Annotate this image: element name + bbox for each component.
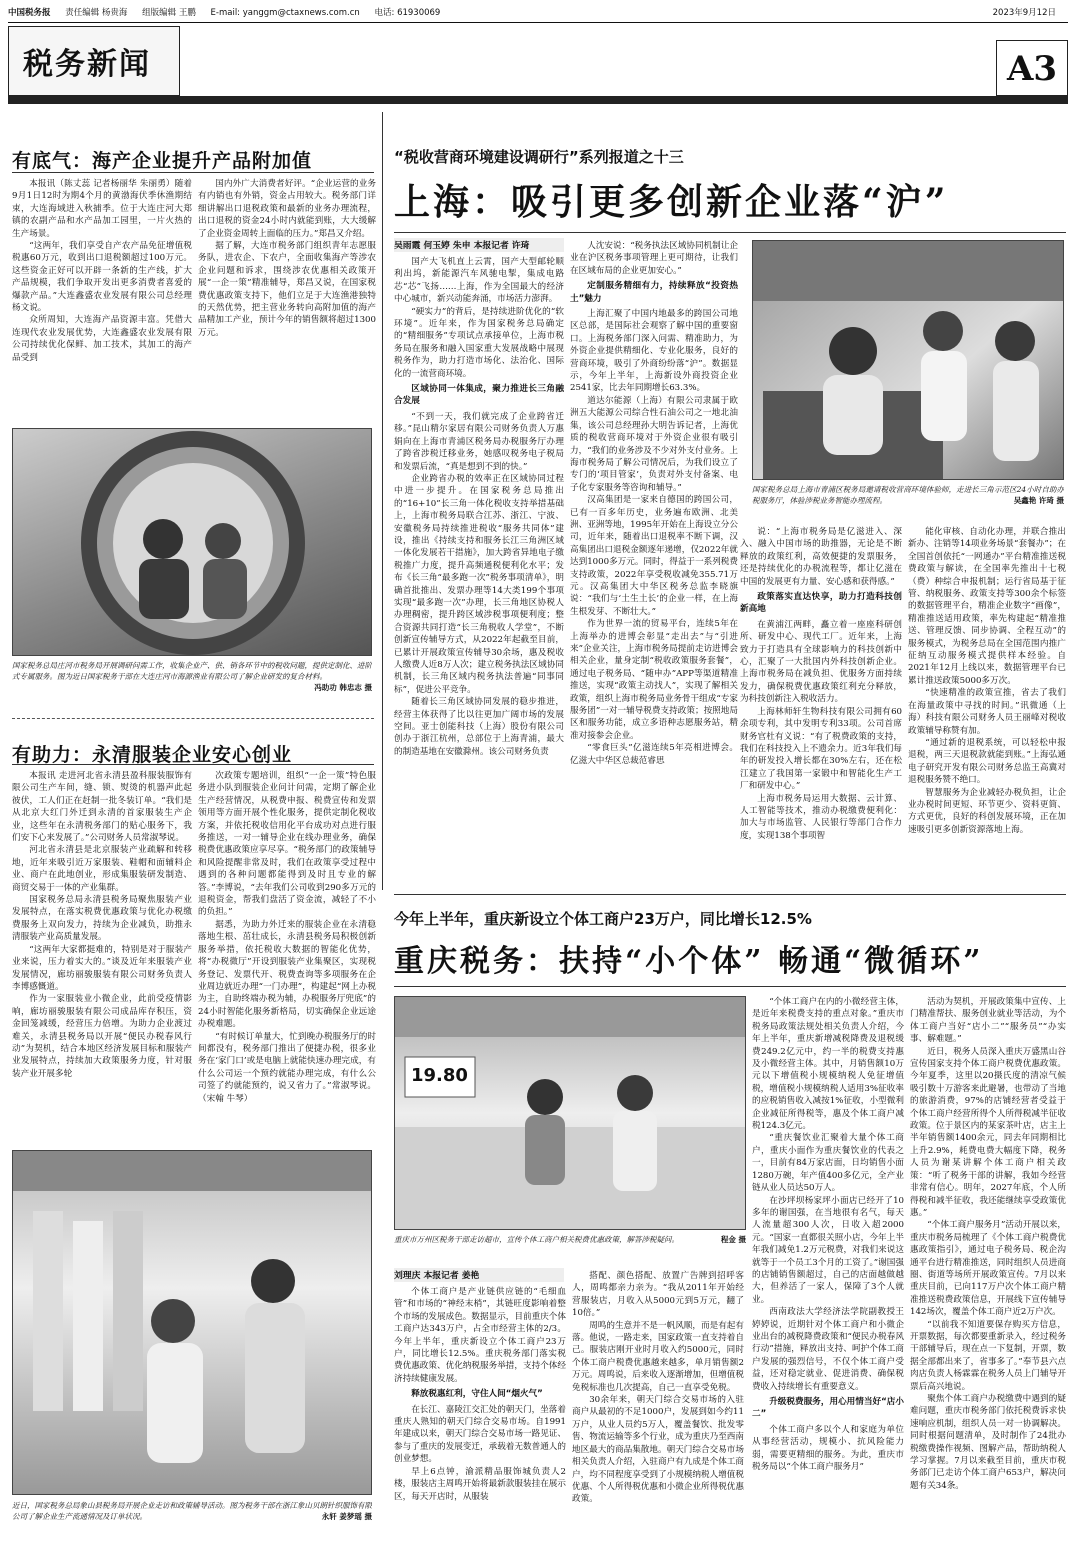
story3-kicker: “税收营商环境建设调研行”系列报道之十三 xyxy=(394,148,684,166)
story4-p10: 西南政法大学经济法学院副教授王婷婷说，近期针对个体工商户和小微企业出台的减税降费政策和“便民办税春风行动”措施，释放出支持、呵护个体工商户发展的强烈信号，不仅个体工商户受益，还对稳定就业、促进消费、确保税费收入持续增长有重要意义。 xyxy=(752,1307,904,1392)
story2-p2: 河北省永清县是北京服装产业疏解和转移地，近年来吸引近万家服装、鞋帽和面辅料企业、商户在此地创业，形成集服装研发制造、商贸交易于一体的产业集群。 xyxy=(12,845,192,893)
story4-kicker: 今年上半年，重庆新设立个体工商户23万户，同比增长12.5% xyxy=(394,910,812,928)
story4-p13: 近日，税务人员深入重庆万盛黑山谷宣传国家支持个体工商户税费优惠政策。今年夏季，这里以20摄氏度的清凉气候吸引数十万游客来此避暑，也带动了当地的旅游消费，97%的店铺经营者受益于个体工商户经营所得个人所得税减半征收政策。位于景区内的某家茶叶店，店主上半年销售额1400余元，同去年同期相比上升2.9%，耗费电费大幅度下降，税务人员为谢某讲解个体工商户相关政策：“听了税务干部的讲解，我如今经营非常有信心。明年，2027年底，个人所得税和减半征收，我还能继续享受政策优惠。” xyxy=(910,1046,1066,1218)
story3-rule xyxy=(394,232,1066,233)
story2-p6: 次政策专题培训，组织“一企一策”特色服务进小队到服装企业问计问需，定期了解企业生产经营情况，从税费申报、税费宣传和发票领用等方面开展个性化服务，提供定制化税收方案，并依托税收信用化平台成功对点进行服务推送，一对一辅导企业在线办理业务，确保税费优惠政策应享尽享。“税务部门的政策辅导和风险提醒非常及时，我们在政策享受过程中遇到的各种问题都能得到及时且专业的解答。”李博说，“去年我们公司收到290多万元的退税资金，帮我们盘活了资金流，减轻了不小的负担。” xyxy=(198,771,376,918)
issue-date: 2023年9月12日 xyxy=(992,8,1056,18)
story4-p7: “个体工商户在内的小微经营主体，是近年来税费支持的重点对象。”重庆市税务局政策法规处相关负责人介绍，今年上半年，重庆新增减税降费及退税缓费249.2亿元中，约一半的税费支持惠及小微经营主体。其中，月销售额10万元以下增值税小规模纳税人免征增值税，增值税小规模纳税人适用3%征收率的应税销售收入减按1%征收，小型微利企业减征所得税等，惠及个体工商户减税124.3亿元。 xyxy=(752,997,904,1132)
story3-p11: “零食巨头”亿滋连续5年亮相进博会。亿滋大中华区总裁范睿思 xyxy=(570,743,738,766)
story1-caption-text: 国家税务总局庄河市税务局开展调研问需工作，收集企业产、供、销各环节中的税收问题，提供定制化、进阶式专属服务。图为近日国家税务干部在大连庄河市海源渔业有限公司了解企业研发的复合材料。 xyxy=(12,661,372,681)
story3-p4: 企业跨省办税的效率正在区域协同过程中进一步提升。在国家税务总局推出的“16+10”长三角一体化税收支持举措基础上，上海市税务局联合江苏、浙江、宁波、安徽税务局持续推进税收“服务共同体”建设，推出《持续支持和服务长江三角洲区域一体化发展若干措施》，加大跨省异地电子缴税推广力度，提升高频通税便利化水平；发布《长三角“最多跑一次”税务事项清单》，明确首批推出、发票办理等14大类199个事项实现“最多跑一次”办理，长三角地区协税人办理稠密，提升跨区域涉税事项便利度；整合资源共同打造“长三角税收人学堂”，不断创新宣传辅导方式，从2022年起截至目前，已累计开展政策宣传辅导30余场，惠及税收人缴费人近8万人次；建立税务执法区域协同机制，长三角区域内税务执法普遍“同事同标”，促进公平竞争。 xyxy=(394,473,564,695)
story4-photo2-caption xyxy=(12,1500,372,1548)
story3-subhead3: 政策落实直达快享，助力打造科技创新高地 xyxy=(740,592,902,615)
story2-p8: “有时候订单量大，忙到晚办税服务厅的时间都没有，税务部门推出了便捷办税，很多业务在‘家门口’或是电脑上就能快速办理完成，有什么公司运一个预约就能办理完成，有什么公司签了约就能预约，说又省力了。”常淑琴说。（宋翰 牛琴） xyxy=(198,1031,376,1104)
story1-col2 xyxy=(198,178,376,408)
story2-title: 有助力：永清服装企业安心创业 xyxy=(12,744,293,766)
story3-p12: 说：“上海市税务局是亿滋进入、深入、融入中国市场的助推器，无论是不断释放的政策红利，高效便捷的发票服务，还是持续优化的办税流程等，都让亿滋在中国的发展更有力量、安心感和获得感。” xyxy=(740,527,902,587)
top-divider xyxy=(8,22,1068,23)
story4-photo1-caption xyxy=(394,1234,746,1264)
story2-p4: “这两年大家都挺难的，特别是对于服装产业来说，压力着实大的。”谈及近年来服装产业发展情况，廊坊丽骏服装有限公司财务负责人李博感慨道。 xyxy=(12,944,192,992)
story3-byline: 吴雨霞 何玉婷 朱申 本报记者 许琦 xyxy=(394,238,564,252)
story4-col1 xyxy=(394,1286,566,1546)
story4-col3 xyxy=(752,996,904,1546)
story3-p8: 道达尔能源（上海）有限公司隶属于欧洲五大能源公司综合性石油公司之一地北油集，该公司总经理孙大明告诉记者，上海优质的税收营商环境对于外资企业很有吸引力，“我们的业务涉及不少对外支付业务。上海市税务局了解公司情况后，为我们设立了专门的‘项目管家’，负责对外支付备案、电子化专家服务等咨询和辅导。” xyxy=(570,395,738,493)
story3-bottom-rule xyxy=(394,894,1066,895)
story-separator xyxy=(12,718,374,719)
story2-col2 xyxy=(198,770,376,1140)
story4-p14: “个体工商户服务月”活动开展以来，重庆市税务局梳理了《个体工商户税费优惠政策指引》，通过电子税务局、税企沟通平台进行精准推送，同时组织人员进商圈、街道等场所开展政策宣传。7月以来重庆目前，已向117万户次个体工商户精准推送税费政策信息，开展线下宣传辅导142场次，覆盖个体工商户近2万户次。 xyxy=(910,1220,1066,1318)
story1-p2: “这两年，我们享受自产农产品免征增值税税惠60万元，收到出口退税额超过100万元。这些资金正好可以开辟一条新的生产线，扩大产品规模，我们争取开发出更多消费者喜爱的爆款产品。”大连鑫盛农业发展有限公司总经理杨文说。 xyxy=(12,241,192,314)
story3-p3: “不到一天，我们就完成了企业跨省迁移。”昆山精尔家居有限公司财务负责人万惠娟向在上海市青浦区税务局办税服务厅办理了跨省涉税迁移业务，她感叹税务电子税局和发票后流，“真是想到不到的快。” xyxy=(394,411,564,472)
story2-p7: 据悉，为助力外迁来的服装企业在永清稳落地生根、茁壮成长，永清县税务局积极创新服务举措，依托税收大数据的智能化优势，将“办税微厅”开设到服装产业集聚区，实现税务登记、发票代开、税费查询等多项服务在企业周边就近办理“一门办理”，构建起“网上办税为主，自助终端办税为辅，办税服务厅兜底”的24小时智能化服务新格局，切实确保企业远途办税难题。 xyxy=(198,919,376,1030)
story3-caption xyxy=(752,484,1064,522)
story3-p14: 上海林师轩生物科技有限公司拥有60余项专利，其中发明专利33项。公司首席财务官杜有义说：“有了税费政策的支持，我们在科技投入上不遗余力。近3年我们每年的研发投入增长都在30%左右，还在松江建立了我国第一家锻中和智能化生产工厂和研发中心。” xyxy=(740,706,902,792)
story4-col2 xyxy=(572,1270,744,1546)
story4-p11: 个体工商户多以个人和家庭为单位从事经营活动，规模小、抗风险能力弱，需要更精细的服务。为此，重庆市税务局以“个体工商户服务月” xyxy=(752,1424,904,1473)
header-band xyxy=(8,96,1068,104)
page-number: A3 xyxy=(1007,49,1058,89)
story3-p15: 上海市税务局运用大数据、云计算、人工智能等技术，推动办税缴费便利化：加大与市场监管、人民银行等部门合作力度，实现138个事项智 xyxy=(740,793,902,841)
photo-icon xyxy=(13,429,372,656)
story3-subhead2: 定制服务精细有力，持续释放“投资热土”魅力 xyxy=(570,281,738,304)
column-divider xyxy=(382,112,383,890)
section-banner xyxy=(8,26,180,96)
story4-p6: 30余年来，朝天门综合交易市场的入驻商户从最初的不足1000户，发展到如今约11万户，从业人员约5万人，覆盖餐饮、批发零售、物流运输等多个行业，成为重庆乃至西南地区最大的商品集散地。朝天门综合交易市场相关负责人介绍，入驻商户有九成是个体工商户，均不同程度享受到了小规模纳税人增值税优惠、个人所得税优惠和小微企业所得税优惠政策。 xyxy=(572,1395,744,1505)
story4-p5: 周鸣的生意并不是一帆风顺，而是有起有落。他说，一路走来，国家政策一直支持着自己。服装店刚开业时月收入约5000元，同时个体工商户税费优惠越来越多，单月销售额2万元。周鸣说，后来收入逐渐增加，但增值税免税标准也几次提高，自己一直享受免税。 xyxy=(572,1320,744,1393)
story3-p17: “快速精准的政策宣推，省去了我们在海量政策中寻找的时间。”讯微通（上海）科技有限公司财务人员王丽峰对税收政策辅导称赞有加。 xyxy=(908,688,1066,736)
story3-col3 xyxy=(740,526,902,884)
story4-col4 xyxy=(910,996,1066,1546)
story4-title: 重庆税务：扶持“小个体” 畅通“微循环” xyxy=(394,944,984,979)
story3-p7: 上海汇聚了中国内地最多的跨国公司地区总部，是国际社会观察了解中国的重要窗口。上海税务部门深入问需、精准助力，为外资企业提供精细化、专业化服务，良好的营商环境，吸引了外商纷纷落“沪”。数据显示，今年上半年，上海新设外商投资企业2541家，比去年同期增长63.3%。 xyxy=(570,309,738,394)
story3-p13: 在黄浦江两畔，矗立着一座座科研创所、研发中心、现代工厂。近年来，上海致力于打造具有全球影响力的科技创新中心，汇聚了一大批国内外科技创新企业。上海市税务局在减负担、优服务方面持续发力，确保税费优惠政策红利充分释放，为科技创新注入税收活力。 xyxy=(740,619,902,705)
story1-rule xyxy=(12,172,374,173)
story4-photo2-caption-text: 近日，国家税务总局象山县税务局开展企业走访和政策辅导活动。图为税务干部在浙江象山贝朗针织服饰有限公司了解企业生产流通情况及订单状况。 xyxy=(12,1501,372,1521)
story4-p9: 在沙坪坝杨家坪小面店已经开了10多年的谢国强，在当地很有名气，每天人流量超300人次，日收入超2000元。“国家一直都很关照小店，今年上半年我们减免1.2万元税费，对我们来说这就等于一个员工3个月的工资了。”谢国强的店铺销售额超过，自己的店面越做越大，但养活了一家人，保障了3个人就业。 xyxy=(752,1195,904,1305)
story4-p16: 聚焦个体工商户办税缴费中遇到的疑难问题，重庆市税务部门依托税费诉求快速响应机制，组织人员一对一协调解决。同时根据问题清单，及时制作了24批办税缴费操作视频、图解产品，帮助纳税人学习掌握。7月以来截至目前，重庆市税务部门已走访个体工商户653户，解决问题有关34条。 xyxy=(910,1394,1066,1491)
story3-credit: 吴鑫艳 许琦 摄 xyxy=(1013,496,1064,505)
masthead-bar xyxy=(8,6,1068,20)
story3-p18: “通过新的退税系统，可以轻松申报退税，两三天退税款就能到账。”上海弘通电子研究开发有限公司财务总监王高冀对退税服务赞不绝口。 xyxy=(908,737,1066,786)
story4-p4: 搭配、颜色搭配、放置广告牌到招呼客人，周鸣都亲力亲为。“我从2011年开始经营服装店，月收入从5000元到5万元，翻了10倍。” xyxy=(572,1271,744,1319)
story1-p5: 据了解，大连市税务部门组织青年志愿服务队，进农企、下农户，全面收集海产等涉农企业问题和诉求，围绕涉农优惠相关政策开展“一企一策”精准辅导，郑昌又说，在国家税费优惠政策支持下，他们立足于大连渔港独特的天然优势，把主营业务转向高附加值的海产品精加工产业，预计今年的销售额将超过1300万元。 xyxy=(198,241,376,338)
story3-photo xyxy=(752,240,1064,480)
email: E-mail: yanggm@ctaxnews.com.cn xyxy=(210,8,360,18)
story3-p6: 人沈安说：“税务执法区域协同机制让企业在沪区税务事项管理上更可期待，让我们在区域布局的企业更加安心。” xyxy=(570,241,738,276)
story4-photo2-credit: 永轩 姜梦瑶 摄 xyxy=(321,1512,372,1521)
store-price-sign: 19.80 xyxy=(411,1065,468,1086)
story1-p3: 众所周知，大连海产品资源丰富。凭借大连现代农业发展优势，大连鑫盛农业发展有限公司持续优化保鲜、加工技术，其加工的海产品受到 xyxy=(12,315,192,363)
story2-rule xyxy=(12,764,374,765)
story3-title: 上海：吸引更多创新企业落“沪” xyxy=(394,181,949,223)
story4-p3: 早上6点钟，渝派精品服饰城负责人2楼，服装店主周鸣开始将最新款服装挂在展示区，每天开店时，从服装 xyxy=(394,1466,566,1502)
story3-p1: 国产大飞机直上云霄，国产大型邮轮顺利出坞，新能源汽车风驰电掣，集成电路芯“芯”飞扬……上海，作为全国最大的经济中心城市，新兴动能奔涌，市场活力澎湃。 xyxy=(394,257,564,305)
paper-name: 中国税务报 xyxy=(8,8,51,18)
section-title: 税务新闻 xyxy=(23,47,151,82)
page-number-box xyxy=(996,40,1068,96)
photo-icon xyxy=(13,1151,372,1495)
story1-title: 有底气：海产企业提升产品附加值 xyxy=(12,150,313,172)
story1-p4: 国内外广大消费者好评。“企业运营的业务有内销也有外销，资金占用较大。税务部门详细讲解出口退税政策和最新的业务办理流程，出口退税的资金24小时内就能到账，大大缓解了企业资金周转上面临的压力。”郑昌又介绍。 xyxy=(198,179,376,239)
story4-p12: 活动为契机，开展政策集中宣传、上门精准帮扶、服务创业就业等活动，为个体工商户当好“店小二”“服务员”“办实事、解难题。” xyxy=(910,997,1066,1045)
story2-p3: 国家税务总局永清县税务局聚焦服装产业发展特点，在落实税费优惠政策与优化办税缴费服务上双向发力，持续为企业减负，助推永清服装产业高质量发展。 xyxy=(12,895,192,943)
story4-p2: 在长江、嘉陵江交汇处的朝天门，坐落着重庆人熟知的朝天门综合交易市场。自1991年建成以来，朝天门综合交易市场一路见证、参与了重庆的发展变迁，承载着无数普通人的创业梦想。 xyxy=(394,1404,566,1465)
story3-p19: 智慧服务为企业减轻办税负担，让企业办税时间更短、环节更少、资料更简、方式更优，良好的科创发展环境，正在加速吸引更多创新资源落地上海。 xyxy=(908,787,1066,835)
story4-p1: 个体工商户是产业链供应链的“毛细血管”和市场的“神经末梢”，其链旺度影响着整个市场的发展成色。数据显示，目前重庆个体工商户达343万户，占全市经营主体的2/3。今年上半年，重庆新设立个体工商户23万户，同比增长12.5%。重庆税务部门落实税费优惠政策、优化纳税服务举措，支持个体经济持续健康发展。 xyxy=(394,1287,566,1384)
photo-icon xyxy=(753,241,1064,480)
story1-caption xyxy=(12,660,372,704)
story4-photo1-caption-text: 重庆市万州区税务干部走访超市，宣传个体工商户相关税费优惠政策，解答涉税疑问。 xyxy=(394,1235,679,1244)
story4-subhead2: 升级税费服务，用心用情当好“店小二” xyxy=(752,1397,904,1420)
story3-p9: 汉高集团是一家来自德国的跨国公司，已有一百多年历史，业务遍布欧洲、北美洲、亚洲等地，1995年开始在上海设立分公司，近年来，随着出口退税率不断下调，汉高集团出口退税金额逐年递增，仅2022年就达到1000多万元。同时，得益于一系列税费支持政策，2022年享受税收减免355.71万元。汉高集团大中华区税务总监李晓旗说：“我们与‘土生土长’的企业一样，在上海生根发芽、不断壮大。” xyxy=(570,495,738,617)
photo-icon xyxy=(395,997,746,1230)
story1-p1: 本报讯（陈丈蕊 记者杨丽华 朱丽勇）随着9月1日12时为期4个月的黄渤海伏季休渔期结束，大连海域进入秋捕季。位于大连庄河大郑镇的农副产品和水产品加工园里，一片火热的生产场景。 xyxy=(12,179,192,239)
story3-col1 xyxy=(394,256,564,884)
story4-p8: “重庆餐饮业汇聚着大量个体工商户，重庆小面作为重庆餐饮业的代表之一，目前有84万家店面，日均销售小面1280万碗，年产值400多亿元，全产业链从业人员达50万人。 xyxy=(752,1133,904,1194)
story4-subhead1: 释放税惠红利，守住人间“烟火气” xyxy=(411,1389,543,1400)
story1-credit: 冯助功 韩忠志 摄 xyxy=(314,683,372,692)
story3-p10: 作为世界一流的贸易平台，连续5年在上海举办的进博会彰显“走出去”与“引进来”企业关注，上海市税务局提前走访进博会相关企业，量身定制“税收政策服务套餐”，通过电子税务局、“随申办”APP等渠道精准推送，实现“政策主动找人”，实现了解相关政策，组织上海市税务局业务骨干组成“专家服务团”一对一辅导税费支持政策；按照地局区和服务功能，成立多语种志愿服务站，精准对接参会企业。 xyxy=(570,619,738,741)
story2-p1: 本报讯 走进河北省永清县盈科服装服饰有限公司生产车间，缝、锁、熨烫的机器声此起彼伏，工人们正在赶制一批冬装订单。“我们是从北京大红门外迁到永清的首家服装生产企业，这些年在永清税务部门的贴心服务下，我们安下心来发展了。”公司财务人员常淑琴说。 xyxy=(12,771,192,844)
story3-caption-text: 国家税务总局上海市青浦区税务局邀请税收营商环境体验师，走进长三角示范区24小时自助办税服务厅，体验涉税业务智能办理流程。 xyxy=(752,485,1064,505)
story1-col1 xyxy=(12,178,192,408)
story3-col4 xyxy=(908,526,1066,884)
story4-photo1-credit: 程金 摄 xyxy=(720,1235,746,1244)
story4-p15: “以前我不知道要保存购买方信息，开票数据，每次都要重新录入，经过税务干部辅导后，现在点一下复制，开票，数据全部都出来了，省事多了。”奉节县六点肉店负责人杨霖霖在税务人员上门辅导开票后高兴地说。 xyxy=(910,1319,1066,1392)
story4-rule xyxy=(394,986,1066,987)
story3-p16: 能化审核、自动化办理，并联合推出新办、注销等14项业务场景“套餐办”；在全国首创依托“一网通办”平台精准推送税费政策与解读，在全国率先推出十七税（费）种综合申报机制；运行省局基于征管、纳税服务、政策支持等300余个标签的数据管理平台，精准企业数字“画像”，精准推送适用政策，率先构建起“精准推送、管理反馈、同步协调、全程互动”的服务模式，为税务总局在全国范围内推广征纳互动服务模式提供样本经验。自2021年12月上线以来，数据管理平台已累计推送政策5000多万次。 xyxy=(908,527,1066,686)
phone: 电话: 61930069 xyxy=(374,8,441,18)
story1-photo xyxy=(12,428,372,656)
editor: 责任编辑 杨贵海 xyxy=(65,8,128,18)
story3-subhead1: 区域协同一体集成，聚力推进长三角融合发展 xyxy=(394,384,564,407)
story4-photo2 xyxy=(12,1150,372,1495)
story3-p2: “硬实力”的背后，是持续进阶优化的“软环境”。近年来，作为国家税务总局确定的“精细服务”专项试点承接单位，上海市税务局在服务和融入国家重大发展战略中展现税务作为，助力打造市场化、法治化、国际化的一流营商环境。 xyxy=(394,306,564,379)
story3-p5: 随着长三角区域协同发展的稳步推进，经营主体获得了比以往更加广阔市场的发展空间。亚士创能科技（上海）股份有限公司创办于浙江杭州，总部位于上海青浦，最大的制造基地在安徽滁州。该公司财务负责 xyxy=(394,697,564,757)
story4-photo1 xyxy=(394,996,746,1230)
story2-p5: 作为一家服装业小微企业，此前受疫情影响，廊坊丽骏服装有限公司成品库存积压，资金回笼减缓，经营压力倍增。为助力企业渡过难关，永清县税务局以开展“便民办税春风行动”为契机，结合本地区经济发展目标和服装产业发展特点，持续加大政策服务力度，针对服装产业开展多轮 xyxy=(12,994,192,1079)
story4-byline: 刘理庆 本报记者 姜艳 xyxy=(394,1268,564,1282)
layout-editor: 组版编辑 王鹏 xyxy=(142,8,196,18)
story3-col2 xyxy=(570,240,738,884)
story2-col1 xyxy=(12,770,192,1140)
